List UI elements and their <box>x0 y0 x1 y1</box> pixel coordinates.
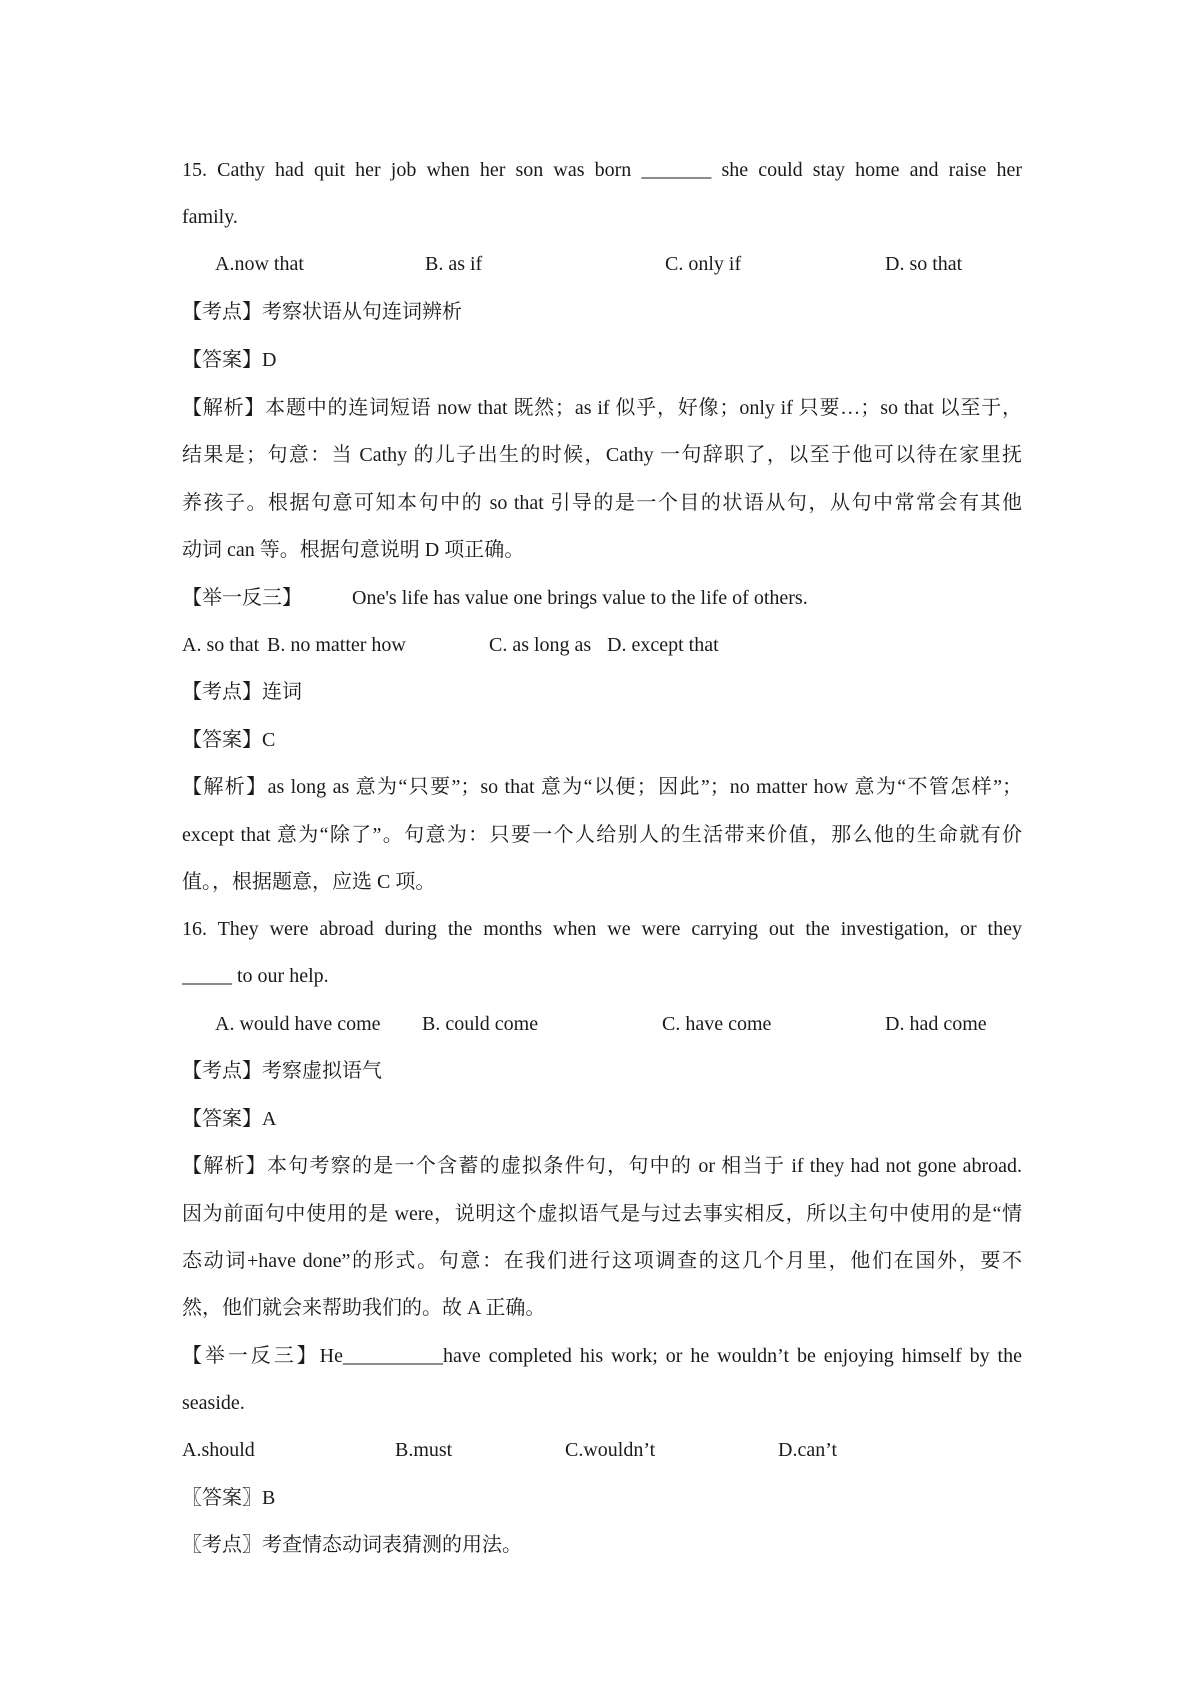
q16-practice-option-b: B.must <box>395 1439 453 1461</box>
q15-practice-option-b: B. no matter how <box>267 634 406 656</box>
q15-option-b: B. as if <box>425 253 483 275</box>
q15-analysis-line4: 动词 can 等。根据句意说明 D 项正确。 <box>182 539 525 561</box>
q16-option-b: B. could come <box>422 1013 539 1035</box>
q16-kaodian: 【考点】考察虚拟语气 <box>182 1060 382 1082</box>
q15-option-d: D. so that <box>885 253 963 275</box>
q16-practice-stem-line1: 【举一反三】He__________have completed his work; or he wouldn’t be enjoying himself by the <box>182 1345 1022 1367</box>
q16-answer: 【答案】A <box>182 1108 277 1130</box>
q15-practice-option-a: A. so that <box>182 634 260 656</box>
q16-analysis-line2: 因为前面句中使用的是 were，说明这个虚拟语气是与过去事实相反，所以主句中使用的是“情 <box>182 1203 1022 1225</box>
q15-practice-analysis-line2: except that 意为“除了”。句意为：只要一个人给别人的生活带来价值，那么他的生命就有价 <box>182 824 1022 846</box>
q15-answer: 【答案】D <box>182 349 277 371</box>
q15-practice-analysis-line3: 值。，根据题意，应选 C 项。 <box>182 871 436 893</box>
q16-practice-option-a: A.should <box>182 1439 255 1461</box>
q16-stem-line1: 16. They were abroad during the months when we were carrying out the investigation, or they <box>182 918 1022 940</box>
q16-practice-stem-line2: seaside. <box>182 1392 245 1414</box>
q16-practice-answer: 〖答案〗B <box>182 1487 276 1509</box>
q15-stem-line1: 15. Cathy had quit her job when her son was born _______ she could stay home and raise her <box>182 159 1022 181</box>
q16-analysis-line4: 然，他们就会来帮助我们的。故 A 正确。 <box>182 1297 546 1319</box>
q15-option-a: A.now that <box>215 253 304 275</box>
q15-practice-label: 【举一反三】 <box>182 587 302 609</box>
q15-analysis-line3: 养孩子。根据句意可知本句中的 so that 引导的是一个目的状语从句，从句中常常会有其他 <box>182 492 1022 514</box>
q16-practice-kaodian: 〖考点〗考查情态动词表猜测的用法。 <box>182 1534 522 1556</box>
q15-practice-answer: 【答案】C <box>182 729 276 751</box>
q15-practice-option-d: D. except that <box>607 634 719 656</box>
q16-option-d: D. had come <box>885 1013 987 1035</box>
q15-kaodian: 【考点】考察状语从句连词辨析 <box>182 301 462 323</box>
q15-practice-stem: One's life has value one brings value to the life of others. <box>352 587 808 609</box>
q16-practice-option-d: D.can’t <box>778 1439 838 1461</box>
q16-stem-line2: _____ to our help. <box>182 965 329 987</box>
q15-option-c: C. only if <box>665 253 742 275</box>
q15-stem-line2: family. <box>182 206 238 228</box>
q15-analysis-line2: 结果是；句意：当 Cathy 的儿子出生的时候，Cathy 一句辞职了，以至于他可以待在家里抚 <box>182 444 1022 466</box>
q15-practice-analysis-line1: 【解析】as long as 意为“只要”；so that 意为“以便；因此”；no matter how 意为“不管怎样”； <box>182 776 1022 798</box>
q16-analysis-line1: 【解析】本句考察的是一个含蓄的虚拟条件句，句中的 or 相当于 if they had not gone abroad. <box>182 1155 1022 1177</box>
q16-option-c: C. have come <box>662 1013 772 1035</box>
q15-practice-option-c: C. as long as <box>489 634 592 656</box>
q16-analysis-line3: 态动词+have done”的形式。句意：在我们进行这项调查的这几个月里，他们在国外，要不 <box>182 1250 1022 1272</box>
q15-analysis-line1: 【解析】本题中的连词短语 now that 既然；as if 似乎，好像；only if 只要…；so that 以至于， <box>182 397 1022 419</box>
q16-practice-option-c: C.wouldn’t <box>565 1439 656 1461</box>
q16-option-a: A. would have come <box>215 1013 381 1035</box>
q15-practice-kaodian: 【考点】连词 <box>182 681 302 703</box>
